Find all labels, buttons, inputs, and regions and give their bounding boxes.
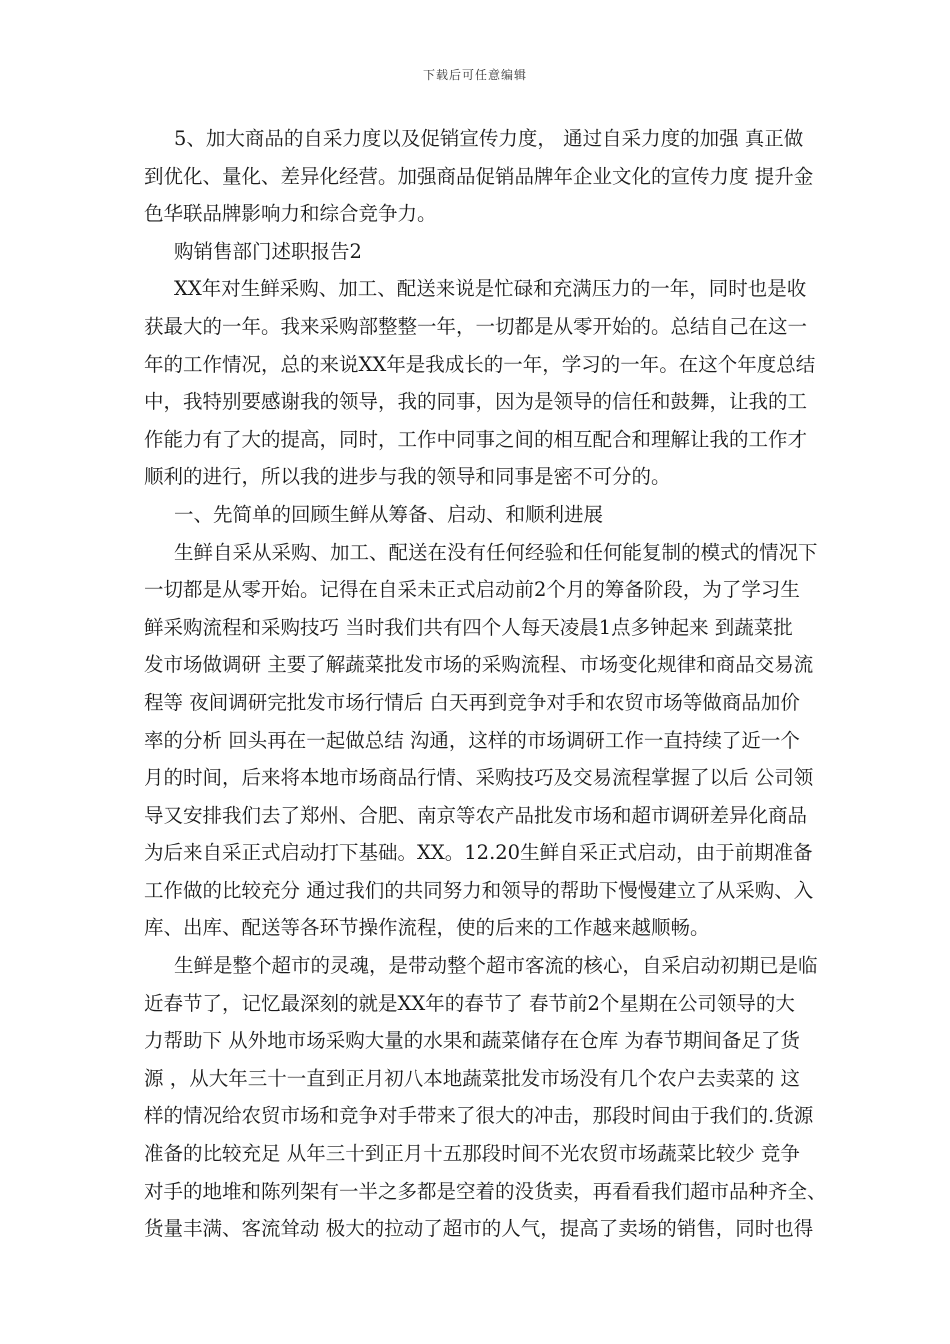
text-line: 月的时间，后来将本地市场商品行情、采购技巧及交易流程掌握了以后 公司领 — [144, 766, 814, 790]
text-line: 色华联品牌影响力和综合竞争力。 — [144, 202, 437, 226]
text-line: 5、加大商品的自采力度以及促销宣传力度， 通过自采力度的加强 真正做 — [174, 127, 804, 150]
text-line: 年的工作情况，总的来说XX年是我成长的一年，学习的一年。在这个年度总结 — [144, 352, 816, 376]
text-line: 样的情况给农贸市场和竞争对手带来了很大的冲击，那段时间由于我们的.货源 — [144, 1104, 814, 1128]
text-line: 力帮助下 从外地市场采购大量的水果和蔬菜储存在仓库 为春节期间备足了货 — [144, 1029, 800, 1053]
text-line: 作能力有了大的提高，同时，工作中同事之间的相互配合和理解让我的工作才 — [144, 427, 808, 451]
document-body — [144, 120, 827, 1248]
text-line: 生鲜是整个超市的灵魂，是带动整个超市客流的核心，自采启动初期已是临 — [174, 954, 818, 978]
text-line: 导又安排我们去了郑州、合肥、南京等农产品批发市场和超市调研差异化商品 — [144, 803, 808, 827]
text-line: 发市场做调研 主要了解蔬菜批发市场的采购流程、市场变化规律和商品交易流 — [144, 653, 814, 677]
text-line: 程等 夜间调研完批发市场行情后 白天再到竞争对手和农贸市场等做商品加价 — [144, 690, 800, 714]
text-line: 准备的比较充足 从年三十到正月十五那段时间不光农贸市场蔬菜比较少 竞争 — [144, 1142, 800, 1166]
text-line: 率的分析 回头再在一起做总结 沟通，这样的市场调研工作一直持续了近一个 — [144, 728, 800, 752]
text-line: 库、出库、配送等各环节操作流程，使的后来的工作越来越顺畅。 — [144, 916, 710, 940]
text-line: 为后来自采正式启动打下基础。XX。12.20生鲜自采正式启动，由于前期准备 — [144, 841, 813, 865]
text-line: 一、先简单的回顾生鲜从筹备、启动、和顺利进展 — [174, 502, 604, 526]
text-line: 源 ，从大年三十一直到正月初八本地蔬菜批发市场没有几个农户去卖菜的 这 — [144, 1066, 800, 1090]
text-line: 购销售部门述职报告2 — [174, 239, 362, 263]
text-line: 生鲜自采从采购、加工、配送在没有任何经验和任何能复制的模式的情况下 — [174, 540, 818, 564]
text-line: 近春节了，记忆最深刻的就是XX年的春节了 春节前2个星期在公司领导的大 — [144, 991, 795, 1015]
text-line: 中，我特别要感谢我的领导，我的同事，因为是领导的信任和鼓舞，让我的工 — [144, 390, 808, 414]
text-line: 到优化、量化、差异化经营。加强商品促销品牌年企业文化的宣传力度 提升金 — [144, 164, 814, 188]
text-line: 鲜采购流程和采购技巧 当时我们共有四个人每天凌晨1点多钟起来 到蔬菜批 — [144, 615, 793, 639]
text-line: 一切都是从零开始。记得在自采未正式启动前2个月的筹备阶段，为了学习生 — [144, 578, 800, 602]
page-header: 下载后可任意编辑 — [422, 68, 527, 82]
text-line: 货量丰满、客流耸动 极大的拉动了超市的人气，提高了卖场的销售，同时也得 — [144, 1217, 814, 1241]
text-line: XX年对生鲜采购、加工、配送来说是忙碌和充满压力的一年，同时也是收 — [174, 277, 807, 301]
text-line: 顺利的进行，所以我的进步与我的领导和同事是密不可分的。 — [144, 465, 671, 489]
text-line: 工作做的比较充分 通过我们的共同努力和领导的帮助下慢慢建立了从采购、入 — [144, 878, 814, 902]
text-line: 获最大的一年。我来采购部整整一年，一切都是从零开始的。总结自己在这一 — [144, 314, 808, 338]
text-line: 对手的地堆和陈列架有一半之多都是空着的没货卖，再看看我们超市品种齐全、 — [144, 1179, 827, 1203]
